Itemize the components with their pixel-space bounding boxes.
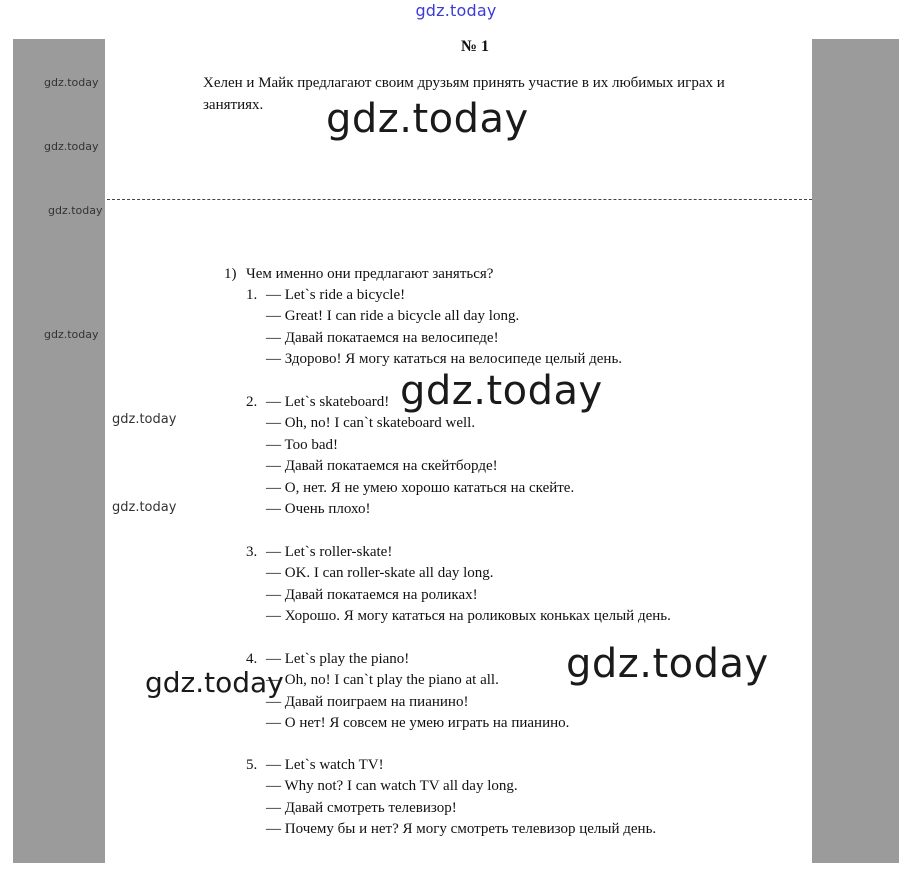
- question-number: 1): [224, 266, 237, 282]
- left-margin-panel: [13, 39, 105, 863]
- watermark-large: gdz.today: [400, 368, 603, 414]
- dialogue-line: — Очень плохо!: [266, 500, 371, 517]
- dialogue-line: — Здорово! Я могу кататься на велосипеде целый день.: [266, 351, 623, 368]
- watermark-small: gdz.today: [44, 140, 99, 153]
- watermark-large: gdz.today: [326, 96, 529, 142]
- dialogue-line: — Почему бы и нет? Я могу смотреть телевизор целый день.: [266, 821, 657, 838]
- dialogue-line: — Давай покатаемся на скейтборде!: [266, 458, 498, 475]
- exercise-number: 4.: [246, 651, 258, 667]
- dialogue-line: — Oh, no! I can`t skateboard well.: [266, 415, 476, 432]
- dialogue-line: — Let`s skateboard!: [266, 394, 390, 410]
- right-margin-panel: [812, 39, 899, 863]
- watermark-small: gdz.today: [44, 76, 99, 89]
- dialogue-line: — Давай поиграем на пианино!: [266, 693, 469, 710]
- watermark-small: gdz.today: [44, 328, 99, 341]
- watermark-large: gdz.today: [566, 641, 769, 687]
- dialogue-line: — Let`s watch TV!: [266, 757, 384, 773]
- exercise-3: [246, 542, 671, 628]
- watermark-small: gdz.today: [48, 204, 103, 217]
- question: [224, 264, 493, 285]
- dialogue-line: — Давай покатаемся на роликах!: [266, 586, 478, 603]
- exercise-number: 1.: [246, 287, 258, 303]
- page-number: № 1: [460, 38, 490, 55]
- watermark-medium-large: gdz.today: [145, 666, 284, 699]
- dialogue-line: — Too bad!: [266, 436, 338, 453]
- dialogue-line: — Давай смотреть телевизор!: [266, 799, 457, 816]
- exercise-1: [246, 285, 622, 371]
- watermark-medium: gdz.today: [112, 412, 177, 427]
- intro-text: Хелен и Майк предлагают своим друзьям принять участие в их любимых играх и занятиях.: [203, 75, 725, 113]
- dialogue-line: — Хорошо. Я могу кататься на роликовых коньках целый день.: [266, 608, 671, 625]
- dialogue-line: — Why not? I can watch TV all day long.: [266, 778, 518, 795]
- dialogue-line: — Oh, no! I can`t play the piano at all.: [266, 672, 499, 689]
- dashed-divider: [107, 199, 812, 200]
- dialogue-line: — О, нет. Я не умею хорошо кататься на скейте.: [266, 479, 575, 496]
- exercise-number: 3.: [246, 544, 258, 560]
- dialogue-line: — Let`s play the piano!: [266, 651, 410, 667]
- question-text: Чем именно они предлагают заняться?: [246, 266, 494, 282]
- dialogue-line: — Давай покатаемся на велосипеде!: [266, 329, 499, 346]
- exercise-4: [246, 649, 569, 735]
- dialogue-line: — Let`s ride a bicycle!: [266, 287, 406, 303]
- exercise-number: 5.: [246, 757, 258, 773]
- exercise-5: [246, 755, 656, 841]
- watermark-medium: gdz.today: [112, 500, 177, 515]
- dialogue-line: — Great! I can ride a bicycle all day long.: [266, 308, 520, 325]
- dialogue-line: — OK. I can roller-skate all day long.: [266, 565, 494, 582]
- top-watermark: gdz.today: [415, 1, 497, 20]
- dialogue-line: — О нет! Я совсем не умею играть на пианино.: [266, 715, 570, 732]
- exercise-number: 2.: [246, 394, 258, 410]
- dialogue-line: — Let`s roller-skate!: [266, 544, 393, 560]
